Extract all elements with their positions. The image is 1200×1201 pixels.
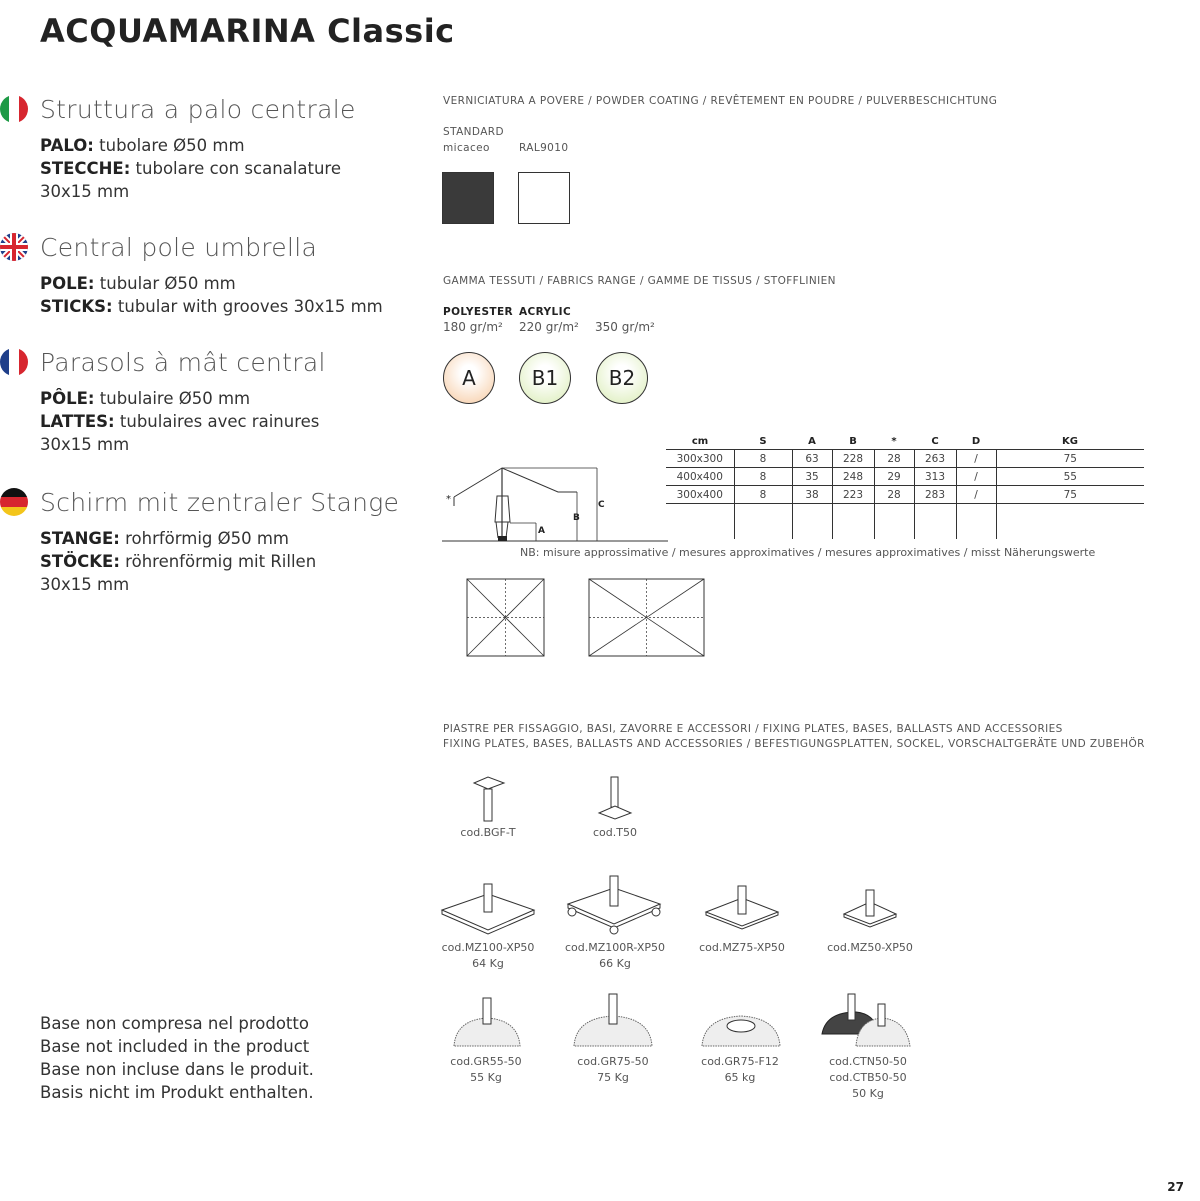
spec-line: STICKS: tubular with grooves 30x15 mm <box>40 297 383 316</box>
spec-line: 30x15 mm <box>40 182 130 201</box>
col-header: A <box>792 434 832 450</box>
table-cell: / <box>956 468 996 486</box>
accessory-code: cod.T50 <box>593 826 637 839</box>
section-english <box>0 230 400 318</box>
top-view-square-diagram <box>466 578 546 658</box>
spec-line: 30x15 mm <box>40 435 130 454</box>
base-note-line: Base not included in the product <box>40 1037 310 1056</box>
diagram-star-label: * <box>446 494 451 505</box>
coating-heading: VERNICIATURA A POVERE / POWDER COATING / REVÊTEMENT EN POUDRE / PULVERBESCHICHTUNG <box>443 95 998 107</box>
base-not-included-note <box>40 1012 314 1104</box>
base-mz100r-xp50-icon <box>564 874 664 936</box>
accessory-code: cod.GR75-F12 <box>701 1055 779 1068</box>
accessory-weight: 75 Kg <box>597 1071 629 1084</box>
table-cell: 300x400 <box>666 486 734 504</box>
accessory-weight: 50 Kg <box>852 1087 884 1100</box>
table-cell: 75 <box>996 486 1144 504</box>
table-cell: 300x300 <box>666 450 734 468</box>
umbrella-side-diagram <box>440 460 670 550</box>
base-mz50-xp50-icon <box>842 888 898 930</box>
spec-line: PÔLE: tubulaire Ø50 mm <box>40 389 251 408</box>
diagram-label-b: B <box>573 513 580 523</box>
accessory-code: cod.MZ75-XP50 <box>699 941 785 954</box>
de-flag-icon <box>0 488 28 516</box>
granite-base-gr75-50-icon <box>572 992 654 1052</box>
fabric-class-b1: B1 <box>519 352 571 404</box>
table-row-empty <box>666 504 1144 539</box>
it-flag-icon <box>0 95 28 123</box>
accessory-weight: 64 Kg <box>472 957 504 970</box>
fabric-weight: 180 gr/m² <box>443 320 503 334</box>
diagram-label-a: A <box>538 526 545 536</box>
table-cell: 248 <box>832 468 874 486</box>
table-cell: 8 <box>734 486 792 504</box>
swatch-label-ral9010: RAL9010 <box>519 142 569 154</box>
diagram-label-c: C <box>598 500 605 510</box>
spec-line: STANGE: rohrförmig Ø50 mm <box>40 529 290 548</box>
fabric-weight: 350 gr/m² <box>595 320 655 334</box>
base-note-line: Base non compresa nel prodotto <box>40 1014 309 1033</box>
table-cell: 313 <box>914 468 956 486</box>
swatch-micaceo <box>442 172 494 224</box>
accessory-weight: 65 kg <box>724 1071 756 1084</box>
table-cell: 228 <box>832 450 874 468</box>
spec-line: STECCHE: tubolare con scanalature <box>40 159 341 178</box>
uk-flag-icon <box>0 233 28 261</box>
table-cell: 223 <box>832 486 874 504</box>
spec-line: 30x15 mm <box>40 575 130 594</box>
granite-base-gr55-50-icon <box>452 996 522 1052</box>
col-header: D <box>956 434 996 450</box>
fabric-class-a: A <box>443 352 495 404</box>
fr-flag-icon <box>0 348 28 376</box>
table-cell: / <box>956 450 996 468</box>
table-cell: 400x400 <box>666 468 734 486</box>
table-cell: 8 <box>734 450 792 468</box>
fabric-type-polyester: POLYESTER <box>443 306 514 318</box>
accessory-code: cod.GR55-50 <box>450 1055 522 1068</box>
section-german <box>0 485 400 596</box>
accessory-code: cod.BGF-T <box>460 826 516 839</box>
heading-italian: Struttura a palo centrale <box>40 94 356 124</box>
accessory-weight: 55 Kg <box>470 1071 502 1084</box>
accessories-heading-2: FIXING PLATES, BASES, BALLASTS AND ACCESSORIES / BEFESTIGUNGSPLATTEN, SOCKEL, VORSCHALTGERÄTE UND ZUBEHÖR <box>443 738 1145 750</box>
fabric-class-b2: B2 <box>596 352 648 404</box>
table-cell: 55 <box>996 468 1144 486</box>
accessory-code: cod.MZ100-XP50 <box>441 941 535 954</box>
fabric-type-acrylic: ACRYLIC <box>519 306 572 318</box>
col-header: KG <box>996 434 1144 450</box>
base-mz100-xp50-icon <box>440 880 536 936</box>
col-header: cm <box>666 434 734 450</box>
accessory-code: cod.CTN50-50 <box>829 1055 907 1068</box>
col-header: C <box>914 434 956 450</box>
base-mz75-xp50-icon <box>704 884 780 932</box>
accessory-code: cod.MZ50-XP50 <box>827 941 913 954</box>
col-header: B <box>832 434 874 450</box>
spec-line: STÖCKE: röhrenförmig mit Rillen <box>40 552 317 571</box>
concrete-base-ctn50-ctb50-icon <box>820 992 914 1052</box>
fixing-plate-bgf-t-icon <box>466 775 510 823</box>
swatch-label-micaceo: micaceo <box>443 142 490 154</box>
accessory-code: cod.MZ100R-XP50 <box>564 941 666 954</box>
table-cell: 38 <box>792 486 832 504</box>
col-header: * <box>874 434 914 450</box>
table-cell: / <box>956 486 996 504</box>
base-note-line: Basis nicht im Produkt enthalten. <box>40 1083 314 1102</box>
page-title: ACQUAMARINA Classic <box>40 12 455 50</box>
spec-line: PALO: tubolare Ø50 mm <box>40 136 245 155</box>
coating-standard-label: STANDARD <box>443 126 504 138</box>
dimensions-note: NB: misure approssimative / mesures approximatives / mesures approximatives / misst Näherungswerte <box>520 546 1096 559</box>
dimensions-table <box>666 434 1144 539</box>
accessory-weight: 66 Kg <box>599 957 631 970</box>
base-note-line: Base non incluse dans le produit. <box>40 1060 314 1079</box>
table-row <box>666 486 1144 504</box>
accessory-code: cod.GR75-50 <box>577 1055 649 1068</box>
top-view-rectangle-diagram <box>588 578 706 658</box>
granite-base-gr75-f12-icon <box>700 1008 782 1052</box>
table-header-row <box>666 434 1144 450</box>
fabrics-heading: GAMMA TESSUTI / FABRICS RANGE / GAMME DE TISSUS / STOFFLINIEN <box>443 275 836 287</box>
accessory-code-2: cod.CTB50-50 <box>829 1071 907 1084</box>
table-cell: 28 <box>874 486 914 504</box>
table-row <box>666 450 1144 468</box>
swatch-ral9010 <box>518 172 570 224</box>
table-cell: 63 <box>792 450 832 468</box>
spec-line: LATTES: tubulaires avec rainures <box>40 412 320 431</box>
col-header: S <box>734 434 792 450</box>
table-row <box>666 468 1144 486</box>
table-cell: 28 <box>874 450 914 468</box>
table-cell: 283 <box>914 486 956 504</box>
table-cell: 263 <box>914 450 956 468</box>
spec-line: POLE: tubular Ø50 mm <box>40 274 236 293</box>
section-french <box>0 345 400 456</box>
accessories-heading: PIASTRE PER FISSAGGIO, BASI, ZAVORRE E ACCESSORI / FIXING PLATES, BASES, BALLASTS AND ACCESSORIES <box>443 723 1063 735</box>
heading-french: Parasols à mât central <box>40 347 326 377</box>
heading-german: Schirm mit zentraler Stange <box>40 487 400 517</box>
table-cell: 29 <box>874 468 914 486</box>
page-number: 27 <box>1167 1180 1184 1194</box>
plate-t50-icon <box>595 775 635 823</box>
section-italian <box>0 92 400 203</box>
fabric-weight: 220 gr/m² <box>519 320 579 334</box>
heading-english: Central pole umbrella <box>40 232 318 262</box>
table-cell: 75 <box>996 450 1144 468</box>
table-cell: 35 <box>792 468 832 486</box>
table-cell: 8 <box>734 468 792 486</box>
